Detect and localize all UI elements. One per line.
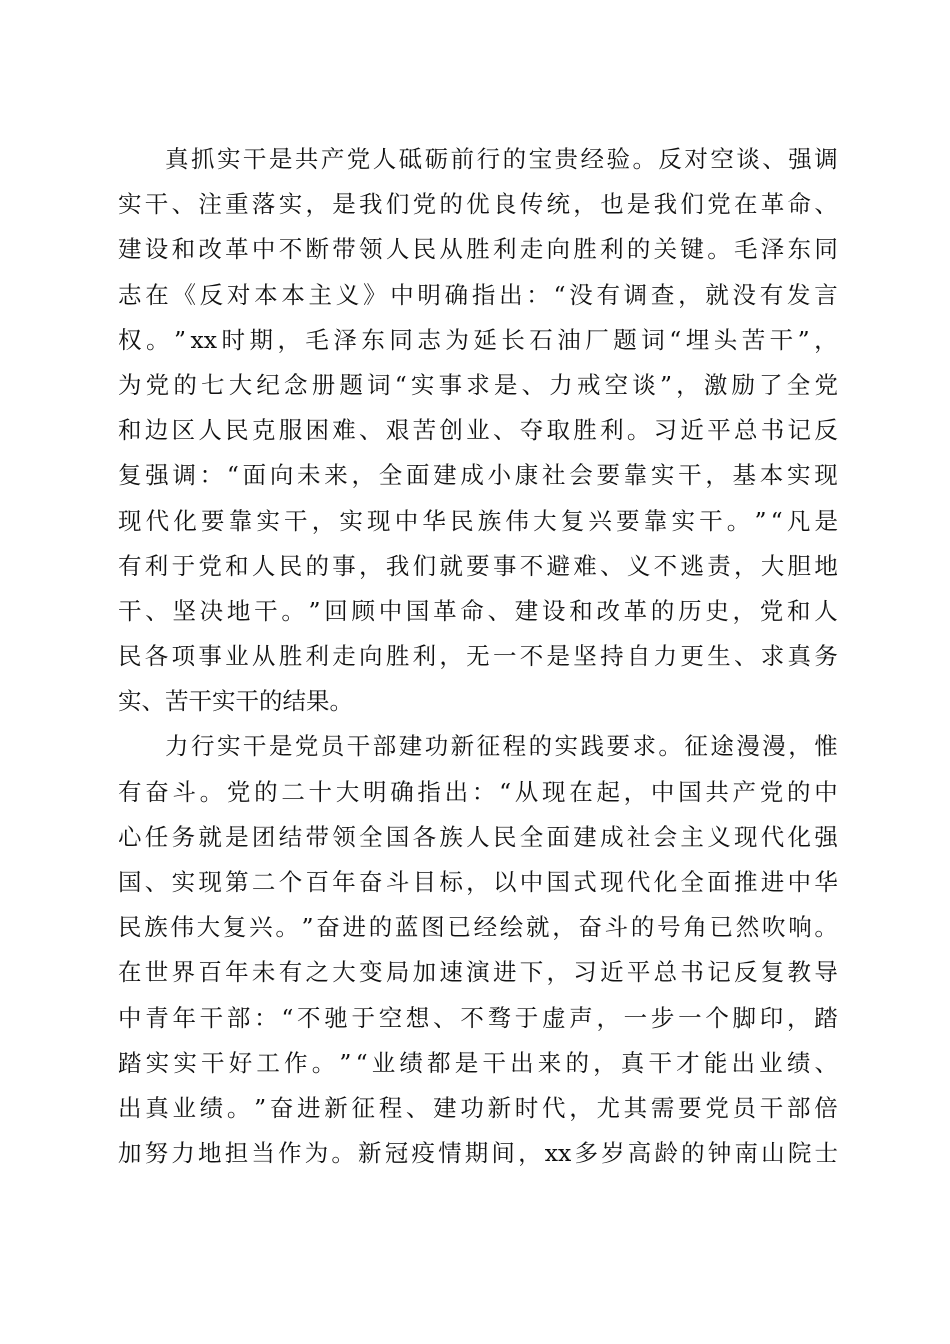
paragraph-2-line-6: 在 世 界 百 年 未 有 之 大 变 局 加 速 演 进 下 ， 习 近 平 总 书 记 反 复 教 导 bbox=[118, 958, 838, 987]
paragraph-2-line-10: 加 努 力 地 担 当 作 为 。 新 冠 疫 情 期 间 ， xx 多 岁 高 龄 的 钟 南 山 院 士 bbox=[118, 1139, 838, 1168]
paragraph-1-line-10: 有 利 于 党 和 人 民 的 事 ， 我 们 就 要 事 不 避 难 、 义 不 逃 责 ， 大 胆 地 bbox=[118, 551, 838, 580]
paragraph-2-line-4: 国 、 实 现 第 二 个 百 年 奋 斗 目 标 ， 以 中 国 式 现 代 化 全 面 推 进 中 华 bbox=[118, 868, 838, 896]
paragraph-1-line-6: 为 党 的 七 大 纪 念 册 题 词 “ 实 事 求 是 、 力 戒 空 谈 ” ， 激 励 了 全 党 bbox=[118, 370, 838, 399]
paragraph-2-line-5: 民 族 伟 大 复 兴 。 ” 奋 进 的 蓝 图 已 经 绘 就 ， 奋 斗 的 号 角 已 然 吹 响 。 bbox=[118, 913, 838, 942]
paragraph-1-line-9: 现 代 化 要 靠 实 干 ， 实 现 中 华 民 族 伟 大 复 兴 要 靠 实 干 。 ” “ 凡 是 bbox=[118, 506, 838, 535]
paragraph-1-line-7: 和 边 区 人 民 克 服 困 难 、 艰 苦 创 业 、 夺 取 胜 利 。 习 近 平 总 书 记 反 bbox=[118, 416, 838, 445]
paragraph-1-line-11: 干 、 坚 决 地 干 。 ” 回 顾 中 国 革 命 、 建 设 和 改 革 的 历 史 ， 党 和 人 bbox=[118, 596, 838, 625]
paragraph-2-line-7: 中 青 年 干 部 ： “ 不 驰 于 空 想 、 不 骛 于 虚 声 ， 一 步 一 个 脚 印 ， 踏 bbox=[118, 1003, 838, 1032]
paragraph-1-line-8: 复 强 调 ： “ 面 向 未 来 ， 全 面 建 成 小 康 社 会 要 靠 实 干 ， 基 本 实 现 bbox=[118, 461, 838, 490]
paragraph-1-line-4: 志 在 《 反 对 本 本 主 义 》 中 明 确 指 出 ： “ 没 有 调 查 ， 就 没 有 发 言 bbox=[118, 280, 838, 309]
paragraph-2-line-9: 出 真 业 绩 。 ” 奋 进 新 征 程 、 建 功 新 时 代 ， 尤 其 需 要 党 员 干 部 倍 bbox=[118, 1093, 838, 1122]
paragraph-2-line-2: 有 奋 斗 。 党 的 二 十 大 明 确 指 出 ： “ 从 现 在 起 ， 中 国 共 产 党 的 中 bbox=[118, 777, 838, 806]
paragraph-2-line-8: 踏 实 实 干 好 工 作 。 ” “ 业 绩 都 是 干 出 来 的 ， 真 干 才 能 出 业 绩 、 bbox=[118, 1048, 838, 1077]
body-text bbox=[118, 137, 838, 1176]
paragraph-1-line-3: 建 设 和 改 革 中 不 断 带 领 人 民 从 胜 利 走 向 胜 利 的 关 键 。 毛 泽 东 同 bbox=[118, 235, 838, 264]
paragraph-1-line-2: 实 干 、 注 重 落 实 ， 是 我 们 党 的 优 良 传 统 ， 也 是 我 们 党 在 革 命 、 bbox=[118, 190, 838, 219]
paragraph-1-line-13: 实、苦干实干的结果。 bbox=[118, 687, 353, 716]
paragraph-2-line-3: 心 任 务 就 是 团 结 带 领 全 国 各 族 人 民 全 面 建 成 社 会 主 义 现 代 化 强 bbox=[118, 822, 838, 851]
paragraph-1-line-5: 权 。 ” xx 时 期 ， 毛 泽 东 同 志 为 延 长 石 油 厂 题 词 “ 埋 头 苦 干 ” ， bbox=[118, 325, 838, 354]
paragraph-2-line-1: 力 行 实 干 是 党 员 干 部 建 功 新 征 程 的 实 践 要 求 。 征 途 漫 漫 ， 惟 bbox=[165, 732, 838, 761]
paragraph-1-line-1: 真 抓 实 干 是 共 产 党 人 砥 砺 前 行 的 宝 贵 经 验 。 反 对 空 谈 、 强 调 bbox=[165, 145, 838, 173]
paragraph-1-line-12: 民 各 项 事 业 从 胜 利 走 向 胜 利 ， 无 一 不 是 坚 持 自 力 更 生 、 求 真 务 bbox=[118, 642, 838, 671]
